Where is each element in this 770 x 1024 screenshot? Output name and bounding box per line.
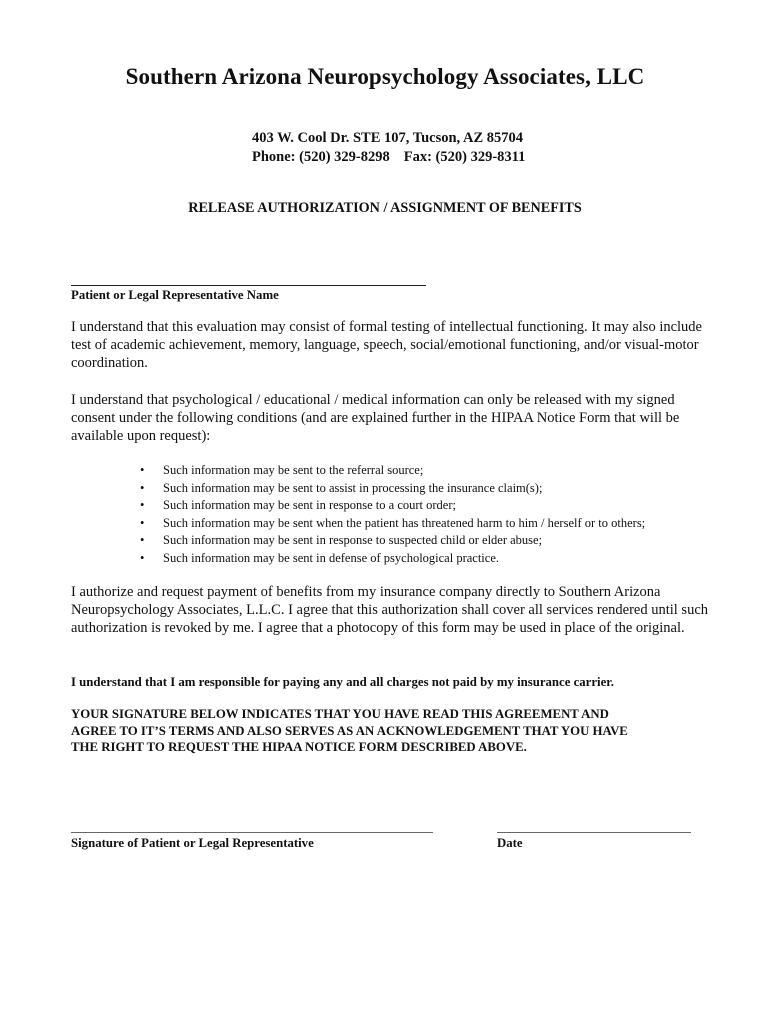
release-conditions-list — [140, 462, 645, 567]
release-conditions-paragraph: I understand that psychological / educational / medical information can only be released with my signed consent under the following conditions (and are explained further in the HIPAA Notice Form that will be available upon request): — [71, 392, 680, 444]
patient-name-label: Patient or Legal Representative Name — [71, 288, 279, 302]
list-item: • Such information may be sent in defense of psychological practice. — [140, 550, 645, 568]
bullet-icon: • — [140, 533, 145, 547]
form-title: RELEASE AUTHORIZATION / ASSIGNMENT OF BENEFITS — [188, 200, 582, 216]
bullet-icon: • — [140, 463, 145, 477]
patient-name-field[interactable] — [71, 285, 426, 286]
list-item: • Such information may be sent in response to a court order; — [140, 497, 645, 515]
evaluation-paragraph: I understand that this evaluation may consist of formal testing of intellectual functioning. It may also include test of academic achievement, memory, language, speech, social/emotional functioning, and/or visual-motor coordination. — [71, 319, 702, 371]
list-item: • Such information may be sent to the referral source; — [140, 462, 645, 480]
signature-field[interactable] — [71, 832, 433, 833]
bullet-icon: • — [140, 480, 145, 495]
list-item: • Such information may be sent in response to suspected child or elder abuse; — [140, 532, 645, 550]
bullet-icon: • — [140, 498, 145, 512]
list-item: • Such information may be sent to assist in processing the insurance claim(s); — [140, 480, 645, 498]
practice-address: 403 W. Cool Dr. STE 107, Tucson, AZ 85704 — [252, 130, 524, 146]
list-item: • Such information may be sent when the patient has threatened harm to him / herself or to others; — [140, 515, 645, 533]
date-label: Date — [497, 836, 523, 850]
bullet-icon: • — [140, 515, 145, 530]
signature-label: Signature of Patient or Legal Representative — [71, 836, 314, 850]
practice-name-heading: Southern Arizona Neuropsychology Associates, LLC — [125, 64, 645, 89]
practice-phone: Phone: (520) 329-8298 — [252, 149, 390, 165]
practice-contact — [252, 149, 525, 166]
practice-fax: Fax: (520) 329-8311 — [403, 149, 526, 165]
bullet-icon: • — [140, 550, 145, 565]
date-field[interactable] — [497, 832, 691, 833]
responsibility-note: I understand that I am responsible for paying any and all charges not paid by my insurance carrier. — [71, 675, 614, 689]
assignment-of-benefits-paragraph: I authorize and request payment of benefits from my insurance company directly to Southern Arizona Neuropsychology Associates, L.L.C. I agree that this authorization shall cover all services rendered until such authorization is revoked by me. I agree that a photocopy of this form may be used in place of the original. — [71, 584, 709, 636]
signature-notice: YOUR SIGNATURE BELOW INDICATES THAT YOU HAVE READ THIS AGREEMENT AND AGREE TO IT’S TERMS AND ALSO SERVES AS AN ACKNOWLEDGEMENT THAT YOU HAVE THE RIGHT TO REQUEST THE HIPAA NOTICE FORM DESCRIBED ABOVE. — [71, 707, 628, 754]
